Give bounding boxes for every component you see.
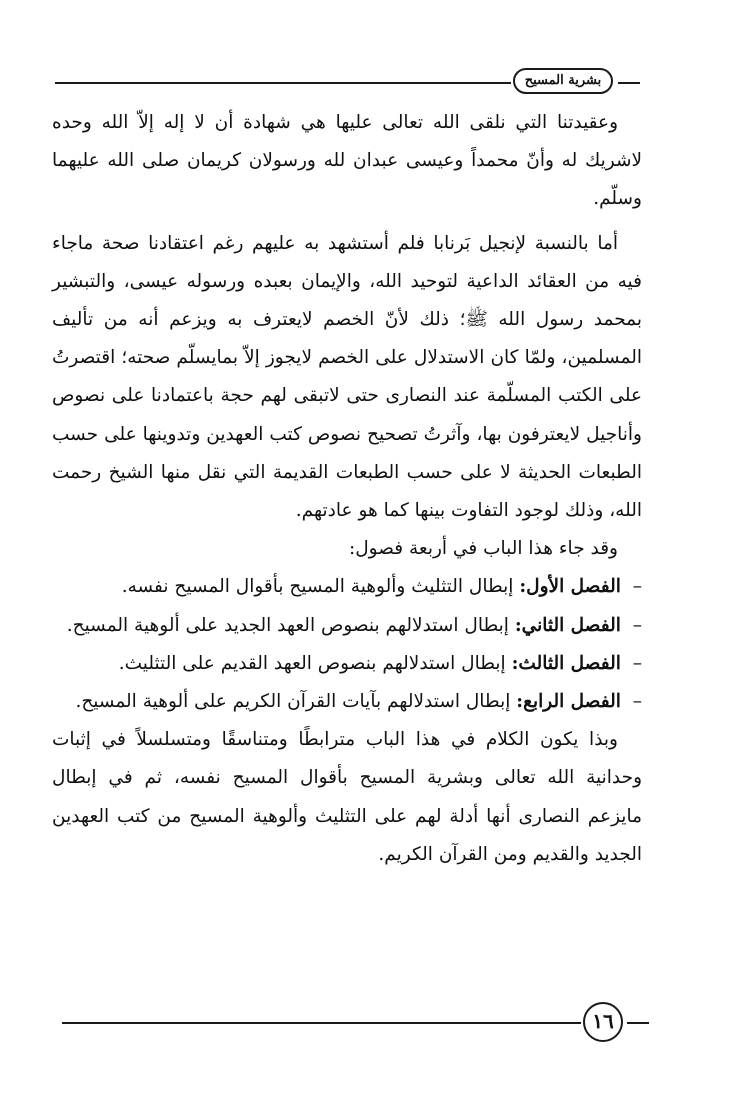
chapter-text: إبطال التثليث وألوهية المسيح بأقوال المسيح نفسه. [121, 576, 514, 598]
chapter-item [52, 568, 642, 606]
list-dash: – [632, 691, 642, 713]
paragraph-conclusion: وبذا يكون الكلام في هذا الباب مترابطًا ومتناسقًا ومتسلسلاً في إثبات وحدانية الله تعالى وبشرية المسيح بأقوال المسيح نفسه، ثم في إبطال مايزعم النصارى أنها أدلة لهم على التثليث وألوهية المسيح من كتب العهدين الجديد والقديم ومن القرآن الكريم. [52, 729, 642, 865]
page-body [52, 104, 642, 874]
footer-rule [62, 1022, 581, 1024]
list-dash: – [632, 652, 642, 674]
chapter-item [52, 607, 642, 645]
chapter-item [52, 683, 642, 721]
header-rule-end [618, 82, 640, 84]
chapter-text: إبطال استدلالهم بنصوص العهد القديم على التثليث. [118, 652, 506, 674]
chapter-title: الفصل الثالث: [511, 652, 621, 674]
chapter-item [52, 645, 642, 683]
footer-rule-end [627, 1022, 649, 1024]
paragraph-barnabas: أما بالنسبة لإنجيل بَرنابا فلم أستشهد به عليهم رغم اعتقادنا صحة ماجاء فيه من العقائد الداعية لتوحيد الله، والإيمان بعبده ورسوله عيسى، والتبشير بمحمد رسول الله ﷺ؛ ذلك لأنّ الخصم لايعترف به ويزعم أنه من تأليف المسلمين، ولمّا كان الاستدلال على الخصم لايجوز إلاّ بمايسلّم صحته؛ اقتصرتُ على الكتب المسلّمة عند النصارى حتى لاتبقى لهم حجة باعتمادنا على نصوص وأناجيل لايعترفون بها، وآثرتُ تصحيح نصوص كتب العهدين وتدوينها على حسب الطبعات الحديثة لا على حسب الطبعات القديمة التي نقل منها الشيخ رحمت الله، وذلك لوجود التفاوت بينها كما هو عادتهم. [52, 232, 642, 522]
chapter-title: الفصل الثاني: [514, 614, 621, 636]
list-dash: – [632, 576, 642, 598]
chapter-text: إبطال استدلالهم بآيات القرآن الكريم على ألوهية المسيح. [75, 691, 511, 713]
chapter-text: إبطال استدلالهم بنصوص العهد الجديد على ألوهية المسيح. [66, 614, 509, 636]
header-rule [55, 82, 511, 84]
paragraph-creed: وعقيدتنا التي نلقى الله تعالى عليها هي شهادة أن لا إله إلاّ الله وحده لاشريك له وأنّ محمداً وعيسى عبدان لله ورسولان كريمان صلى الله عليهما وسلّم. [52, 112, 642, 210]
running-title: بشرية المسيح [513, 68, 613, 94]
chapter-title: الفصل الرابع: [516, 691, 621, 713]
list-dash: – [632, 614, 642, 636]
page-number: ١٦ [583, 1002, 623, 1042]
paragraph-chapters-intro: وقد جاء هذا الباب في أربعة فصول: [348, 538, 618, 560]
chapter-title: الفصل الأول: [519, 576, 621, 598]
